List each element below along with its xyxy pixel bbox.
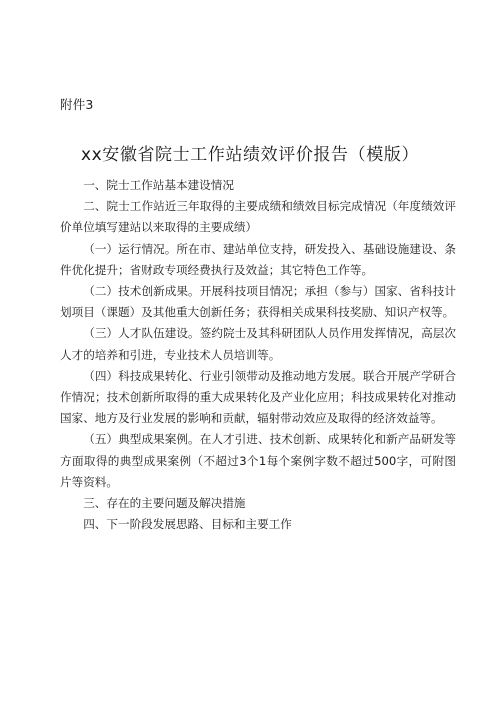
subsection-tech-innovation: （二）技术创新成果。开展科技项目情况；承担（参与）国家、省科技计划项目（课题）及其他重大创新任务；获得相关成果科技奖励、知识产权等。 xyxy=(60,284,456,320)
subsection-typical-cases: （五）典型成果案例。在人才引进、技术创新、成果转化和新产品研发等方面取得的典型成果案例（不超过3个1每个案例字数不超过500字，可附图片等资料。 xyxy=(60,432,456,489)
document-title: xx安徽省院士工作站绩效评价报告（模版） xyxy=(80,145,420,165)
section-heading-achievements: 二、院士工作站近三年取得的主要成绩和绩效目标完成情况（年度绩效评价单位填写建站以来取得的主要成绩） xyxy=(60,199,456,235)
subsection-tech-transfer: （四）科技成果转化、行业引领带动及推动地方发展。联合开展产学研合作情况；技术创新所取得的重大成果转化及产业化应用；科技成果转化对推动国家、地方及行业发展的影响和贡献，辐射带动效应及取得的经济效益等。 xyxy=(60,368,456,426)
document-body xyxy=(60,175,456,535)
section-heading-next-stage: 四、下一阶段发展思路、目标和主要工作 xyxy=(83,517,292,532)
subsection-operation: （一）运行情况。所在市、建站单位支持，研发投入、基础设施建设、条件优化提升；省财政专项经费执行及效益；其它特色工作等。 xyxy=(60,241,456,277)
section-heading-problems: 三、存在的主要问题及解决措施 xyxy=(83,496,246,511)
subsection-talent-team: （三）人才队伍建设。签约院士及其科研团队人员作用发挥情况，高层次人才的培养和引进，专业技术人员培训等。 xyxy=(60,326,456,362)
section-heading-basic-construction: 一、院士工作站基本建设情况 xyxy=(83,178,234,192)
attachment-label: 附件3 xyxy=(60,97,94,112)
